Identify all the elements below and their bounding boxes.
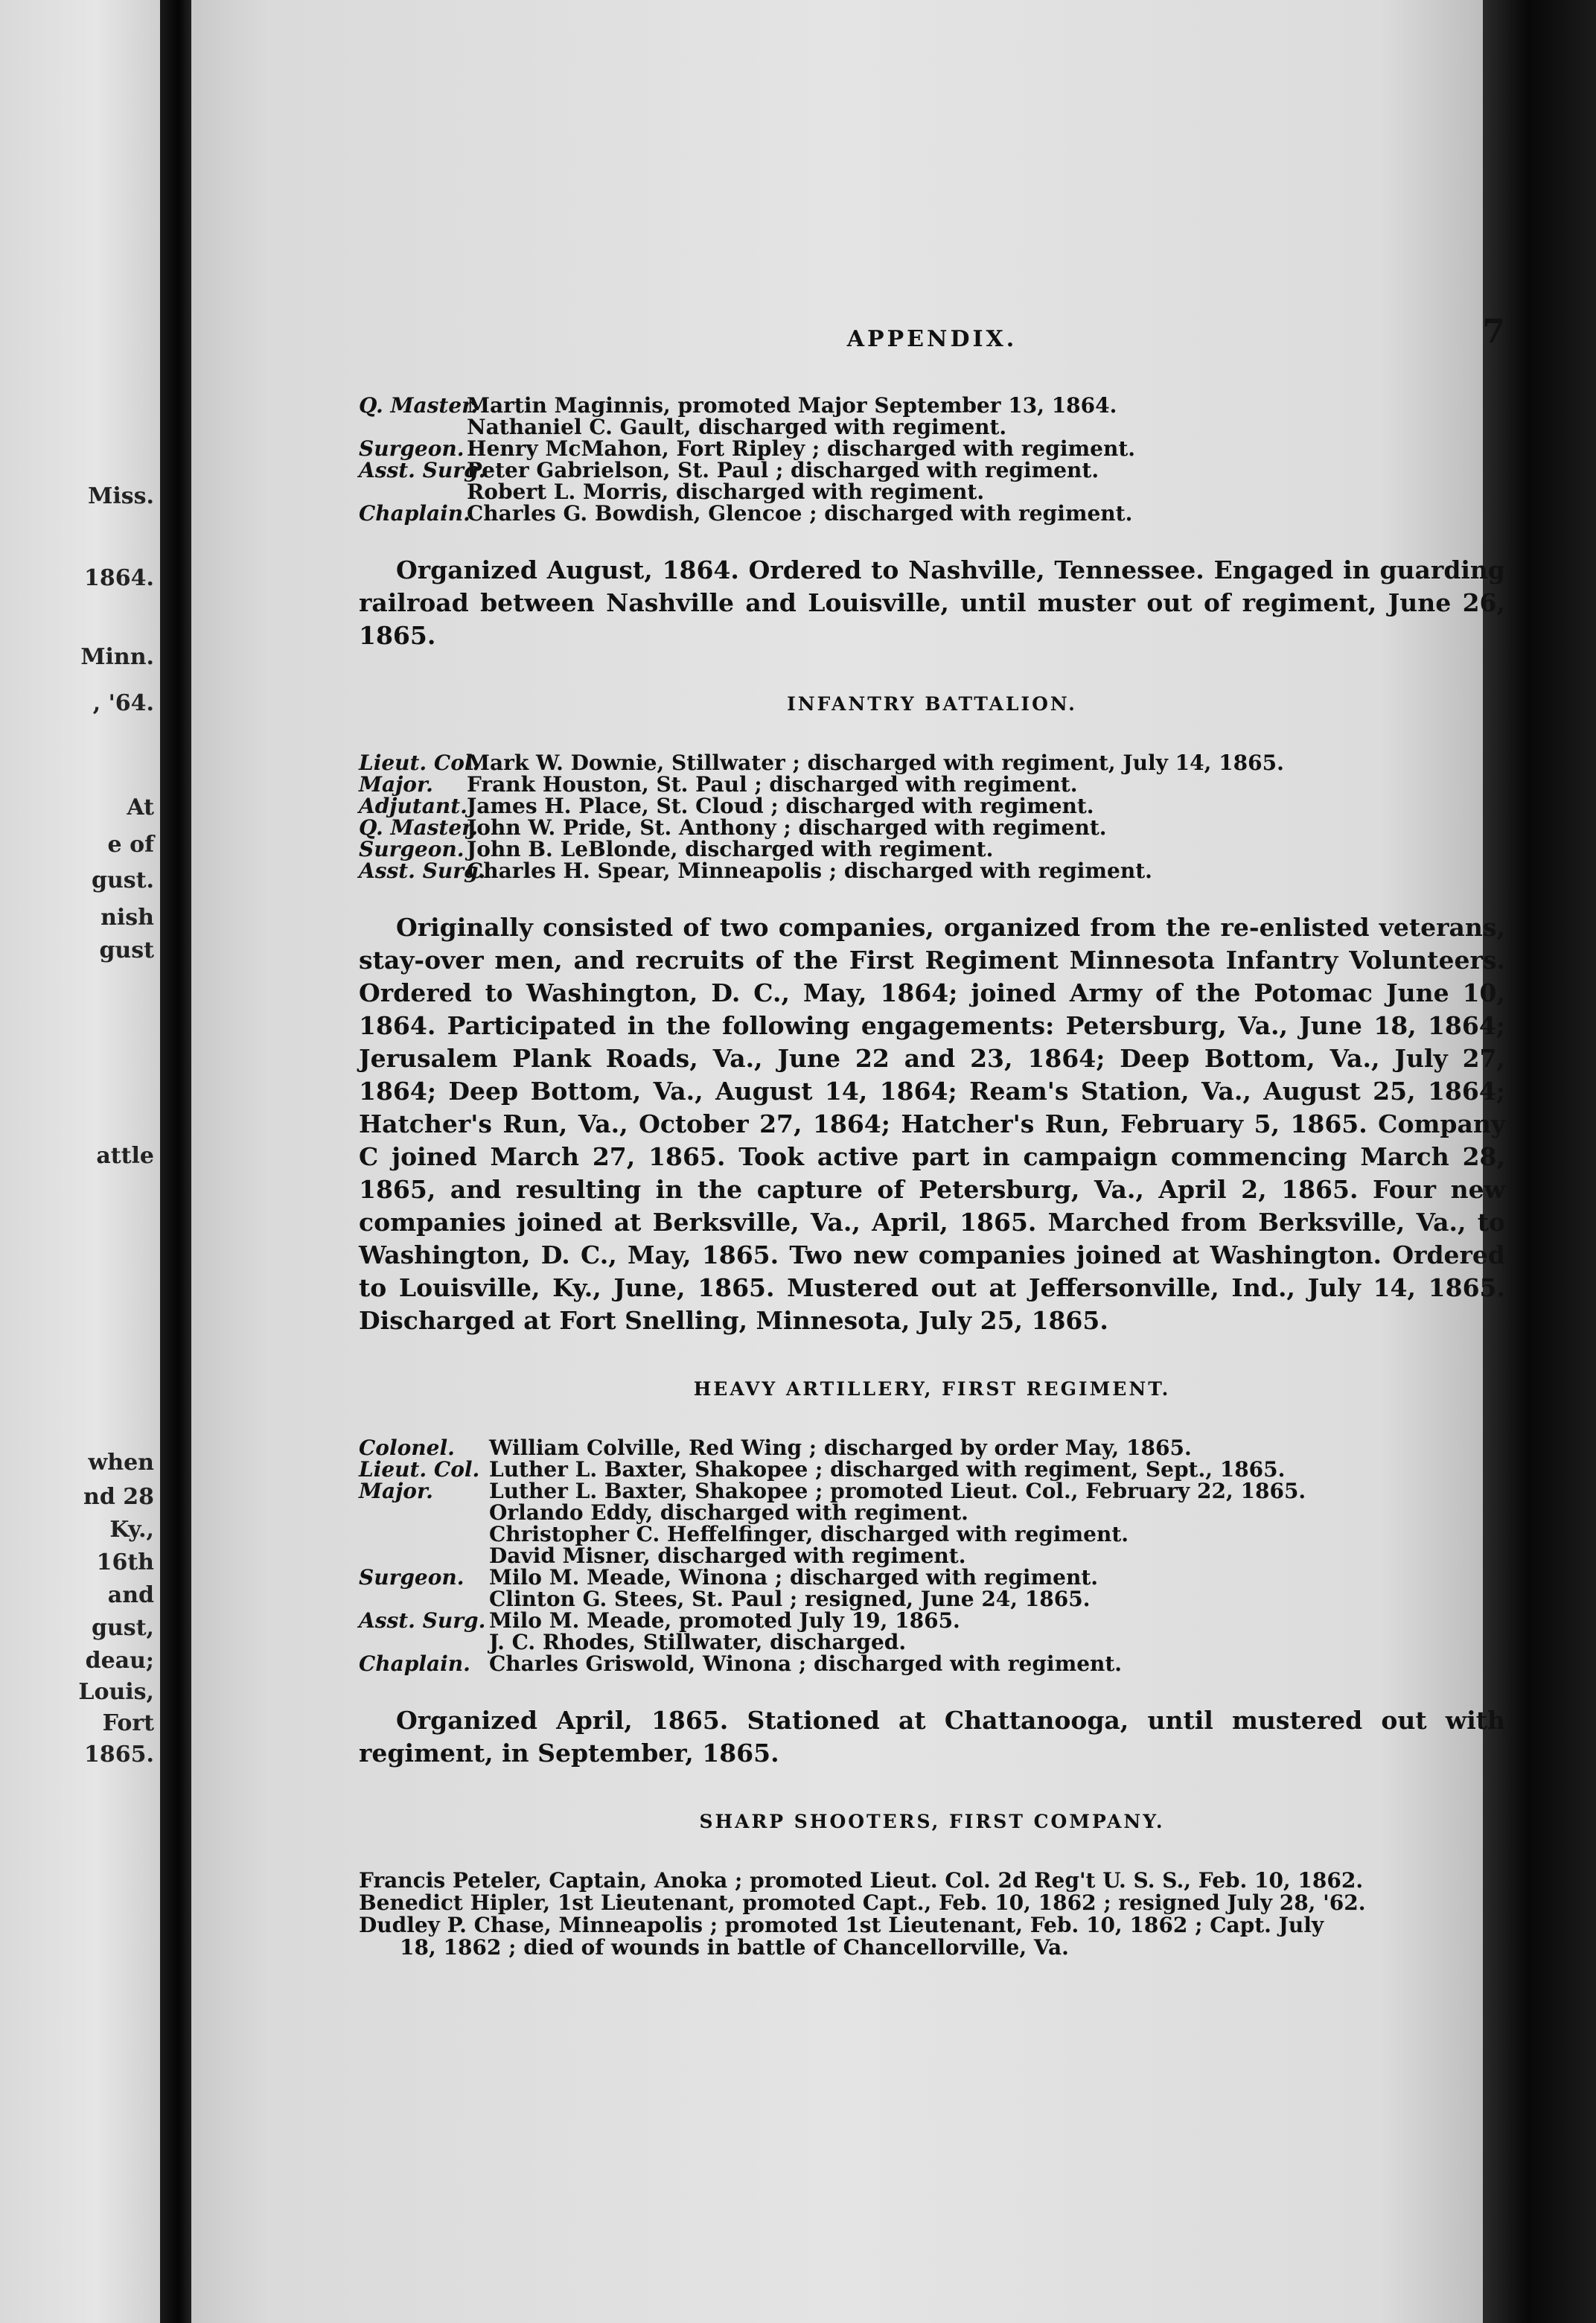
- left-page-fragment: 16th: [96, 1549, 154, 1575]
- section-3: [359, 1378, 1505, 1770]
- left-page-fragment: 1865.: [84, 1742, 154, 1768]
- section-2: [359, 693, 1505, 1337]
- roster-role: [359, 416, 467, 438]
- left-page-fragment: Miss.: [88, 483, 154, 509]
- roster-row: [359, 459, 1505, 481]
- roster-row: [359, 1502, 1505, 1523]
- roster-entry: Milo M. Meade, promoted July 19, 1865.: [489, 1608, 960, 1633]
- running-head: APPENDIX.: [846, 326, 1018, 352]
- roster-role: Adjutant.: [359, 794, 467, 818]
- roster-role: [359, 1545, 489, 1567]
- left-page-fragment: when: [88, 1450, 154, 1476]
- sharp-shooter-entry: Dudley P. Chase, Minneapolis ; promoted 1st Lieutenant, Feb. 10, 1862 ; Capt. July: [359, 1913, 1324, 1937]
- roster-role: [359, 1502, 489, 1523]
- roster-role: Q. Master.: [359, 393, 479, 418]
- roster-row: [359, 774, 1505, 795]
- roster-role: Major.: [359, 772, 433, 797]
- roster-1: [359, 395, 1505, 524]
- left-page-fragment: gust.: [92, 867, 154, 893]
- left-page-fragment: e of: [107, 832, 154, 858]
- roster-entry: Frank Houston, St. Paul ; discharged with regiment.: [467, 772, 1078, 797]
- left-page-fragment: gust: [99, 937, 154, 963]
- section-3-paragraph: Organized April, 1865. Stationed at Chattanooga, until mustered out with regiment, in September, 1865.: [359, 1706, 1505, 1768]
- roster-entry: John W. Pride, St. Anthony ; discharged with regiment.: [467, 815, 1107, 840]
- roster-row: [359, 1631, 1505, 1653]
- roster-row: [359, 838, 1505, 860]
- left-page-fragment: and: [107, 1582, 154, 1608]
- section-2-paragraph: Originally consisted of two companies, organized from the re-enlisted veterans, stay-over men, and recruits of the First Regiment Minnesota Infantry Volunteers. Ordered to Washington, D. C., May, 1864; joined Army of the Potomac June 10, 1864. Participated in the following engagements: Petersburg, Va., June 18, 1864; Jerusalem Plank Roads, Va., June 22 and 23, 1864; Deep Bottom, Va., July 27, 1864; Deep Bottom, Va., August 14, 1864; Ream's Station, Va., August 25, 1864; Hatcher's Run, Va., October 27, 1864; Hatcher's Run, February 5, 1865. Company C joined March 27, 1865. Took active part in campaign commencing March 28, 1865, and resulting in the capture of Petersburg, Va., April 2, 1865. Four new companies joined at Berksville, Va., April, 1865. Marched from Berksville, Va., to Washington, D. C., May, 1865. Two new companies joined at Washington. Ordered to Louisville, Ky., June, 1865. Mustered out at Jeffersonville, Ind., July 14, 1865. Discharged at Fort Snelling, Minnesota, July 25, 1865.: [359, 913, 1505, 1335]
- roster-row: [359, 752, 1505, 774]
- page-number: 7: [1482, 313, 1505, 351]
- roster-entry: Charles G. Bowdish, Glencoe ; discharged with regiment.: [467, 501, 1133, 526]
- roster-entry: Christopher C. Heffelfinger, discharged with regiment.: [489, 1522, 1129, 1546]
- section-4-title: SHARP SHOOTERS, FIRST COMPANY.: [699, 1811, 1165, 1832]
- roster-role: Chaplain.: [359, 1651, 470, 1676]
- roster-row: [359, 860, 1505, 882]
- roster-row: [359, 503, 1505, 524]
- section-3-title: HEAVY ARTILLERY, FIRST REGIMENT.: [693, 1378, 1171, 1400]
- left-page-fragment: Fort: [102, 1710, 154, 1736]
- left-page-fragment: attle: [96, 1143, 154, 1169]
- roster-row: [359, 1523, 1505, 1545]
- document-page: [191, 0, 1505, 2323]
- roster-entry: Orlando Eddy, discharged with regiment.: [489, 1500, 968, 1525]
- roster-entry: Luther L. Baxter, Shakopee ; discharged with regiment, Sept., 1865.: [489, 1457, 1286, 1482]
- left-page-fragment: 1864.: [84, 565, 154, 591]
- left-page-fragment: , '64.: [92, 690, 154, 716]
- roster-entry: William Colville, Red Wing ; discharged by order May, 1865.: [489, 1435, 1192, 1460]
- roster-entry: Peter Gabrielson, St. Paul ; discharged with regiment.: [467, 458, 1099, 482]
- roster-entry: Charles H. Spear, Minneapolis ; discharged with regiment.: [467, 858, 1152, 883]
- roster-entry: Robert L. Morris, discharged with regiment.: [467, 479, 985, 504]
- page-content: [359, 313, 1505, 1959]
- roster-row: [359, 1653, 1505, 1674]
- roster-row: [359, 817, 1505, 838]
- roster-role: Asst. Surg.: [359, 858, 486, 883]
- roster-row: [359, 1588, 1505, 1610]
- roster-row: [359, 1610, 1505, 1631]
- roster-role: Colonel.: [359, 1435, 455, 1460]
- roster-entry: Nathaniel C. Gault, discharged with regiment.: [467, 415, 1007, 439]
- left-page-fragment: Minn.: [80, 644, 154, 670]
- roster-3: [359, 1437, 1505, 1674]
- sharp-shooter-entry: Francis Peteler, Captain, Anoka ; promoted Lieut. Col. 2d Reg't U. S. S., Feb. 10, 1862.: [359, 1868, 1364, 1893]
- roster-row: [359, 1480, 1505, 1502]
- sharp-shooter-entry-continued: 18, 1862 ; died of wounds in battle of Chancellorville, Va.: [400, 1935, 1069, 1960]
- roster-role: Major.: [359, 1479, 433, 1503]
- roster-role: Asst. Surg.: [359, 1608, 486, 1633]
- roster-role: Q. Master.: [359, 815, 479, 840]
- roster-role: [359, 1588, 489, 1610]
- roster-role: Surgeon.: [359, 837, 465, 861]
- left-page-fragment: At: [127, 794, 154, 820]
- sharp-shooters-list: [359, 1870, 1505, 1959]
- roster-role: [359, 1631, 489, 1653]
- left-page-fragment: gust,: [92, 1615, 154, 1641]
- roster-entry: James H. Place, St. Cloud ; discharged with regiment.: [467, 794, 1094, 818]
- left-page-fragment: Louis,: [78, 1679, 154, 1705]
- roster-entry: Mark W. Downie, Stillwater ; discharged with regiment, July 14, 1865.: [467, 751, 1284, 775]
- roster-row: [359, 416, 1505, 438]
- left-page-margin: [0, 0, 160, 2323]
- roster-entry: J. C. Rhodes, Stillwater, discharged.: [489, 1630, 907, 1654]
- roster-role: [359, 1523, 489, 1545]
- roster-entry: Luther L. Baxter, Shakopee ; promoted Lieut. Col., February 22, 1865.: [489, 1479, 1306, 1503]
- roster-row: [359, 1437, 1505, 1459]
- roster-entry: Milo M. Meade, Winona ; discharged with regiment.: [489, 1565, 1099, 1590]
- roster-role: Surgeon.: [359, 1565, 465, 1590]
- roster-row: [359, 481, 1505, 503]
- roster-row: [359, 1567, 1505, 1588]
- book-gutter: [160, 0, 191, 2323]
- section-1: [359, 395, 1505, 652]
- roster-2: [359, 752, 1505, 882]
- roster-role: Chaplain.: [359, 501, 470, 526]
- sharp-shooter-entry: Benedict Hipler, 1st Lieutenant, promoted Capt., Feb. 10, 1862 ; resigned July 28, '62.: [359, 1890, 1366, 1915]
- roster-entry: Martin Maginnis, promoted Major September 13, 1864.: [467, 393, 1117, 418]
- roster-role: Lieut. Col.: [359, 751, 480, 775]
- roster-role: Asst. Surg.: [359, 458, 486, 482]
- page-header: [359, 313, 1505, 357]
- left-page-fragment: nish: [100, 905, 154, 931]
- left-page-fragment: deau;: [85, 1648, 154, 1674]
- roster-entry: Clinton G. Stees, St. Paul ; resigned, June 24, 1865.: [489, 1587, 1091, 1611]
- roster-role: [359, 481, 467, 503]
- roster-row: [359, 1545, 1505, 1567]
- roster-row: [359, 395, 1505, 416]
- left-page-fragment: Ky.,: [109, 1517, 154, 1543]
- roster-row: [359, 795, 1505, 817]
- roster-entry: Henry McMahon, Fort Ripley ; discharged with regiment.: [467, 436, 1135, 461]
- roster-entry: Charles Griswold, Winona ; discharged with regiment.: [489, 1651, 1123, 1676]
- section-1-paragraph: Organized August, 1864. Ordered to Nashville, Tennessee. Engaged in guarding railroad between Nashville and Louisville, until muster out of regiment, June 26, 1865.: [359, 555, 1505, 650]
- section-2-title: INFANTRY BATTALION.: [787, 693, 1077, 715]
- roster-row: [359, 1459, 1505, 1480]
- roster-entry: David Misner, discharged with regiment.: [489, 1543, 966, 1568]
- section-4: [359, 1811, 1505, 1959]
- roster-row: [359, 438, 1505, 459]
- roster-entry: John B. LeBlonde, discharged with regiment.: [467, 837, 994, 861]
- left-page-fragment: nd 28: [83, 1484, 154, 1510]
- roster-role: Lieut. Col.: [359, 1457, 480, 1482]
- roster-role: Surgeon.: [359, 436, 465, 461]
